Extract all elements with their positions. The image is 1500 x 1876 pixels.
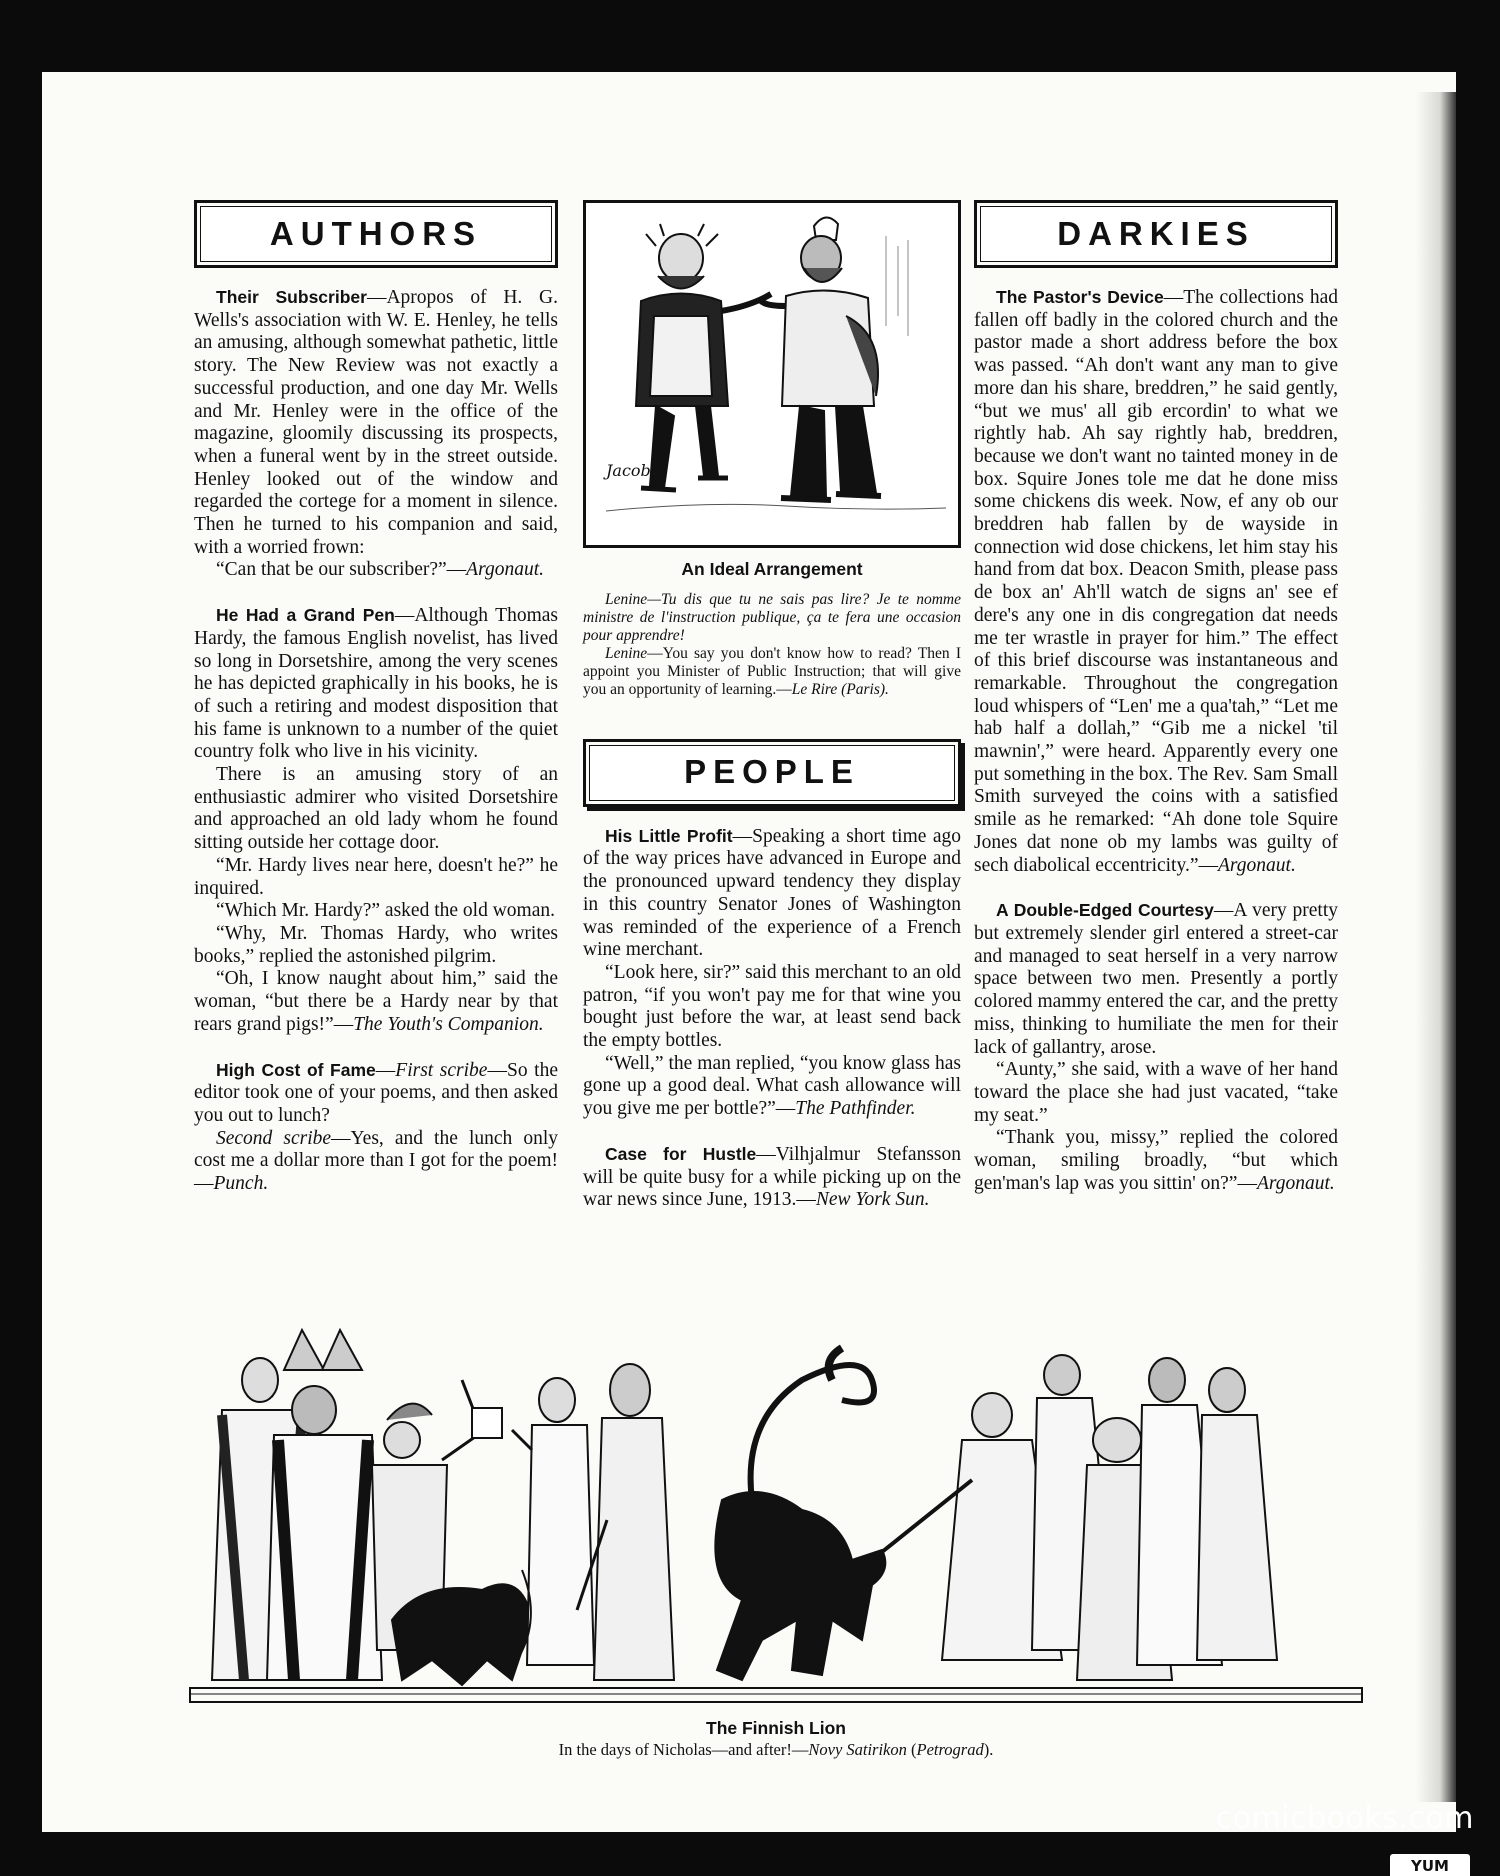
article-title: A Double-Edged Courtesy	[996, 900, 1214, 921]
speaker-label: Second scribe	[216, 1127, 332, 1149]
article-title: His Little Profit	[605, 825, 733, 846]
article-double-edged-courtesy	[974, 899, 1338, 1059]
article-paragraph	[194, 1128, 558, 1196]
cartoon-caption-finnish-lion	[182, 1717, 1370, 1761]
cartoon-subtitle	[182, 1739, 1370, 1761]
article-grand-pen	[194, 604, 558, 764]
quote-text: “Can that be our subscriber?”—	[216, 559, 467, 581]
cartoon-title: An Ideal Arrangement	[681, 559, 863, 579]
caption-french	[583, 591, 961, 645]
source-credit: New York Sun.	[815, 1189, 930, 1211]
dash: —	[375, 1059, 396, 1081]
speaker-label: First scribe	[395, 1059, 488, 1081]
column-middle	[583, 200, 961, 1212]
source-credit: Argonaut.	[466, 559, 544, 581]
cartoonist-signature: Jacob	[606, 461, 651, 480]
article-paragraph	[974, 1127, 1338, 1195]
section-header-people	[583, 739, 961, 807]
section-header-label: DARKIES	[980, 206, 1332, 262]
article-body: —Although Thomas Hardy, the famous English novelist, has lived so long in Dorsetshire, among the very scenes he has depicted graphically in his books, he is of such a retiring and modest disposition that his fame is unknown to a number of the quiet country folk who live in his vicinity.	[194, 605, 559, 763]
caption-english	[583, 645, 961, 699]
section-header-label: PEOPLE	[589, 745, 955, 801]
article-body: —A very pretty but extremely slender girl entered a street-car and managed to seat herself in a very narrow space between two men. Presently a portly colored mammy entered the car, and the pretty miss, thinking to humiliate the men for their lack of gallantry, arose.	[974, 900, 1338, 1058]
section-header-darkies	[974, 200, 1338, 268]
source-credit: Le Rire (Paris).	[791, 680, 889, 698]
speaker-label: Lenine	[605, 644, 648, 662]
article-little-profit	[583, 825, 961, 962]
quote-text: “Oh, I know naught about him,” said the woman, “but there be a Hardy near by that rears grand pigs!”—	[194, 968, 558, 1035]
article-title: Their Subscriber	[216, 287, 367, 307]
article-title: High Cost of Fame	[216, 1059, 376, 1080]
article-body: —Vilhjalmur Stefansson will be quite busy for a while picking up on the war news since June, 1913.—	[583, 1143, 961, 1211]
article-paragraph: “Look here, sir?” said this merchant to an old patron, “if you won't pay me for that wine you bought just before the war, at least send back the empty bottles.	[583, 961, 961, 1052]
article-body: —Speaking a short time ago of the way prices have advanced in Europe and the pronounced upward tendency they display in this country Senator Jones of Washington was reminded of the experience of a French wine merchant.	[583, 825, 961, 961]
article-paragraph: “Aunty,” she said, with a wave of her hand toward the place she had just vacated, “take my seat.”	[974, 1059, 1338, 1126]
article-paragraph	[194, 968, 558, 1036]
section-header-authors	[194, 200, 558, 268]
caption-punct: ).	[983, 1740, 994, 1759]
source-credit: Novy Satirikon	[808, 1740, 907, 1759]
magazine-page	[42, 72, 1456, 1832]
article-paragraph: “Which Mr. Hardy?” asked the old woman.	[216, 900, 555, 922]
cartoon-illustration	[182, 1320, 1370, 1710]
article-paragraph: “Why, Mr. Thomas Hardy, who writes books,” replied the astonished pilgrim.	[194, 922, 558, 967]
source-credit: The Youth's Companion.	[353, 1013, 544, 1035]
article-body: —The collections had fallen off badly in the colored church and the pastor made a short address before the box was passed. “Ah don't want any man to give more dan his share, breddren,” he said gently, “but we mus' all gib ercordin' to what we rightly hab. Ah say rightly hab, breddren, because we don't want no tainted money in de box. Squire Jones tole me dat he done miss some chickens dis week. Now, ef any ob our breddren hab fallen by de wayside in connection wid dose chickens, let him stay his hand from dat box. Deacon Smith, please pass de box an' Ah'll watch de signs an' see ef dere's any one in dis congregation dat needs me ter wrastle in prayer for him.” The effect of this brief discourse was instantaneous and remarkable. Throughout the congregation loud whispers of “Len' me a qua'tah,” “Let me hab half a dollah,” “Gib me a nickel 'til mawnin',” were heard. Apparently every one put something in the box. The Rev. Sam Small Smith surveyed the coins with a satisfied smile as he remarked: “Ah done tole Squire Jones dat none ob my lambs was guilty of sech diabolical eccentricity.”—	[974, 287, 1338, 876]
article-paragraph	[194, 559, 558, 582]
quote-text: —Yes, and the lunch only cost me a dollar more than I got for the poem!—	[194, 1127, 558, 1195]
article-body: —So the editor took one of your poems, and then asked you out to lunch?	[194, 1059, 558, 1126]
cartoon-finnish-lion	[182, 1320, 1370, 1710]
caption-text: —Tu dis que tu ne sais pas lire? Je te nomme ministre de l'instruction publique, ça te fera une occasion pour apprendre!	[583, 590, 961, 644]
article-pastors-device	[974, 286, 1338, 877]
article-paragraph: “Mr. Hardy lives near here, doesn't he?” he inquired.	[194, 854, 558, 899]
quote-text: “Well,” the man replied, “you know glass has gone up a good deal. What cash allowance will you give me per bottle?”—	[583, 1052, 961, 1120]
article-title: He Had a Grand Pen	[216, 605, 395, 626]
quote-text: “Thank you, missy,” replied the colored woman, smiling broadly, “but which gen'man's lap was you sittin' on?”—	[974, 1127, 1338, 1194]
article-cost-of-fame	[194, 1059, 558, 1128]
source-credit: The Pathfinder.	[795, 1098, 916, 1120]
article-their-subscriber	[194, 286, 558, 559]
source-place: Petrograd	[916, 1740, 984, 1759]
cartoon-title: The Finnish Lion	[706, 1718, 846, 1738]
corner-tab: YUM	[1390, 1854, 1470, 1876]
speaker-label: Lenine	[605, 590, 648, 608]
cartoon-illustration	[586, 203, 958, 545]
caption-text: In the days of Nicholas—and after!—	[558, 1740, 809, 1759]
source-credit: Argonaut.	[1218, 854, 1296, 876]
article-title: The Pastor's Device	[996, 287, 1164, 307]
cartoon-ideal-arrangement	[583, 200, 961, 548]
article-case-for-hustle	[583, 1143, 961, 1212]
column-authors	[194, 200, 558, 1196]
article-paragraph	[583, 1053, 961, 1121]
article-paragraph: There is an amusing story of an enthusiastic admirer who visited Dorsetshire and approached an old lady whom he found sitting outside her cottage door.	[194, 764, 558, 854]
section-header-label: AUTHORS	[200, 206, 552, 262]
cartoon-caption	[583, 591, 961, 699]
caption-punct: (	[906, 1740, 917, 1759]
site-watermark: comicbooks.com	[1215, 1801, 1474, 1836]
column-darkies	[974, 200, 1338, 1195]
page-fold-shadow	[1416, 92, 1456, 1802]
article-body: —Apropos of H. G. Wells's association with W. E. Henley, he tells an amusing, although somewhat pathetic, little story. The New Review was not exactly a successful production, and one day Mr. Wells and Mr. Henley were in the office of the magazine, gloomily discussing its prospects, when a funeral went by in the street outside. Henley looked out of the window and regarded the cortege for a moment in silence. Then he turned to his companion and said, with a worried frown:	[194, 287, 558, 558]
source-credit: Punch.	[213, 1173, 269, 1195]
caption-text: —You say you don't know how to read? Then I appoint you Minister of Public Instruction; that will give you an opportunity of learning.—	[583, 644, 961, 698]
source-credit: Argonaut.	[1256, 1172, 1335, 1194]
article-title: Case for Hustle	[605, 1143, 757, 1164]
